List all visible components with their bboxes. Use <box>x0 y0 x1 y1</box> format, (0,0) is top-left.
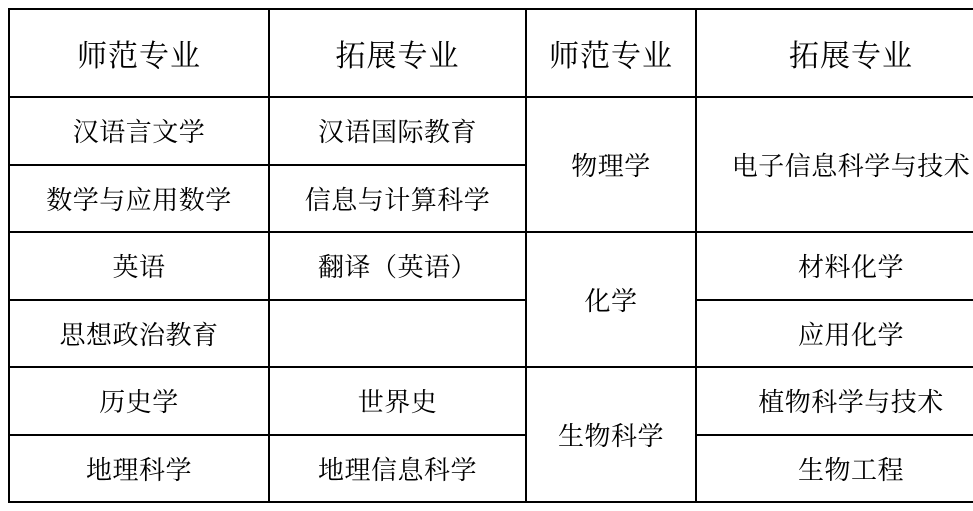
table-row <box>9 435 973 503</box>
cell-normal-major: 历史学 <box>9 367 269 435</box>
cell-extended-major-empty <box>269 300 526 368</box>
cell-normal-major: 数学与应用数学 <box>9 165 269 233</box>
cell-extended-major: 翻译（英语） <box>269 232 526 300</box>
cell-extended-major-electronic-info: 电子信息科学与技术 <box>696 97 973 232</box>
column-header-normal-major-right: 师范专业 <box>526 9 696 97</box>
cell-extended-major-materials-chem: 材料化学 <box>696 232 973 300</box>
column-header-extended-major-left: 拓展专业 <box>269 9 526 97</box>
column-header-normal-major-left: 师范专业 <box>9 9 269 97</box>
cell-extended-major: 世界史 <box>269 367 526 435</box>
cell-extended-major: 地理信息科学 <box>269 435 526 503</box>
table-row <box>9 300 973 368</box>
majors-table <box>8 8 973 503</box>
table-row <box>9 232 973 300</box>
cell-extended-major-plant-science: 植物科学与技术 <box>696 367 973 435</box>
cell-normal-major-physics: 物理学 <box>526 97 696 232</box>
table-body <box>9 97 973 502</box>
cell-normal-major: 地理科学 <box>9 435 269 503</box>
cell-normal-major: 汉语言文学 <box>9 97 269 165</box>
column-header-extended-major-right: 拓展专业 <box>696 9 973 97</box>
cell-normal-major-chemistry: 化学 <box>526 232 696 367</box>
cell-normal-major-biology: 生物科学 <box>526 367 696 502</box>
table-row <box>9 367 973 435</box>
table-header-row <box>9 9 973 97</box>
cell-extended-major-applied-chem: 应用化学 <box>696 300 973 368</box>
cell-normal-major: 思想政治教育 <box>9 300 269 368</box>
cell-extended-major: 信息与计算科学 <box>269 165 526 233</box>
cell-normal-major: 英语 <box>9 232 269 300</box>
cell-extended-major: 汉语国际教育 <box>269 97 526 165</box>
cell-extended-major-bioengineering: 生物工程 <box>696 435 973 503</box>
table-row <box>9 97 973 165</box>
table-header <box>9 9 973 97</box>
